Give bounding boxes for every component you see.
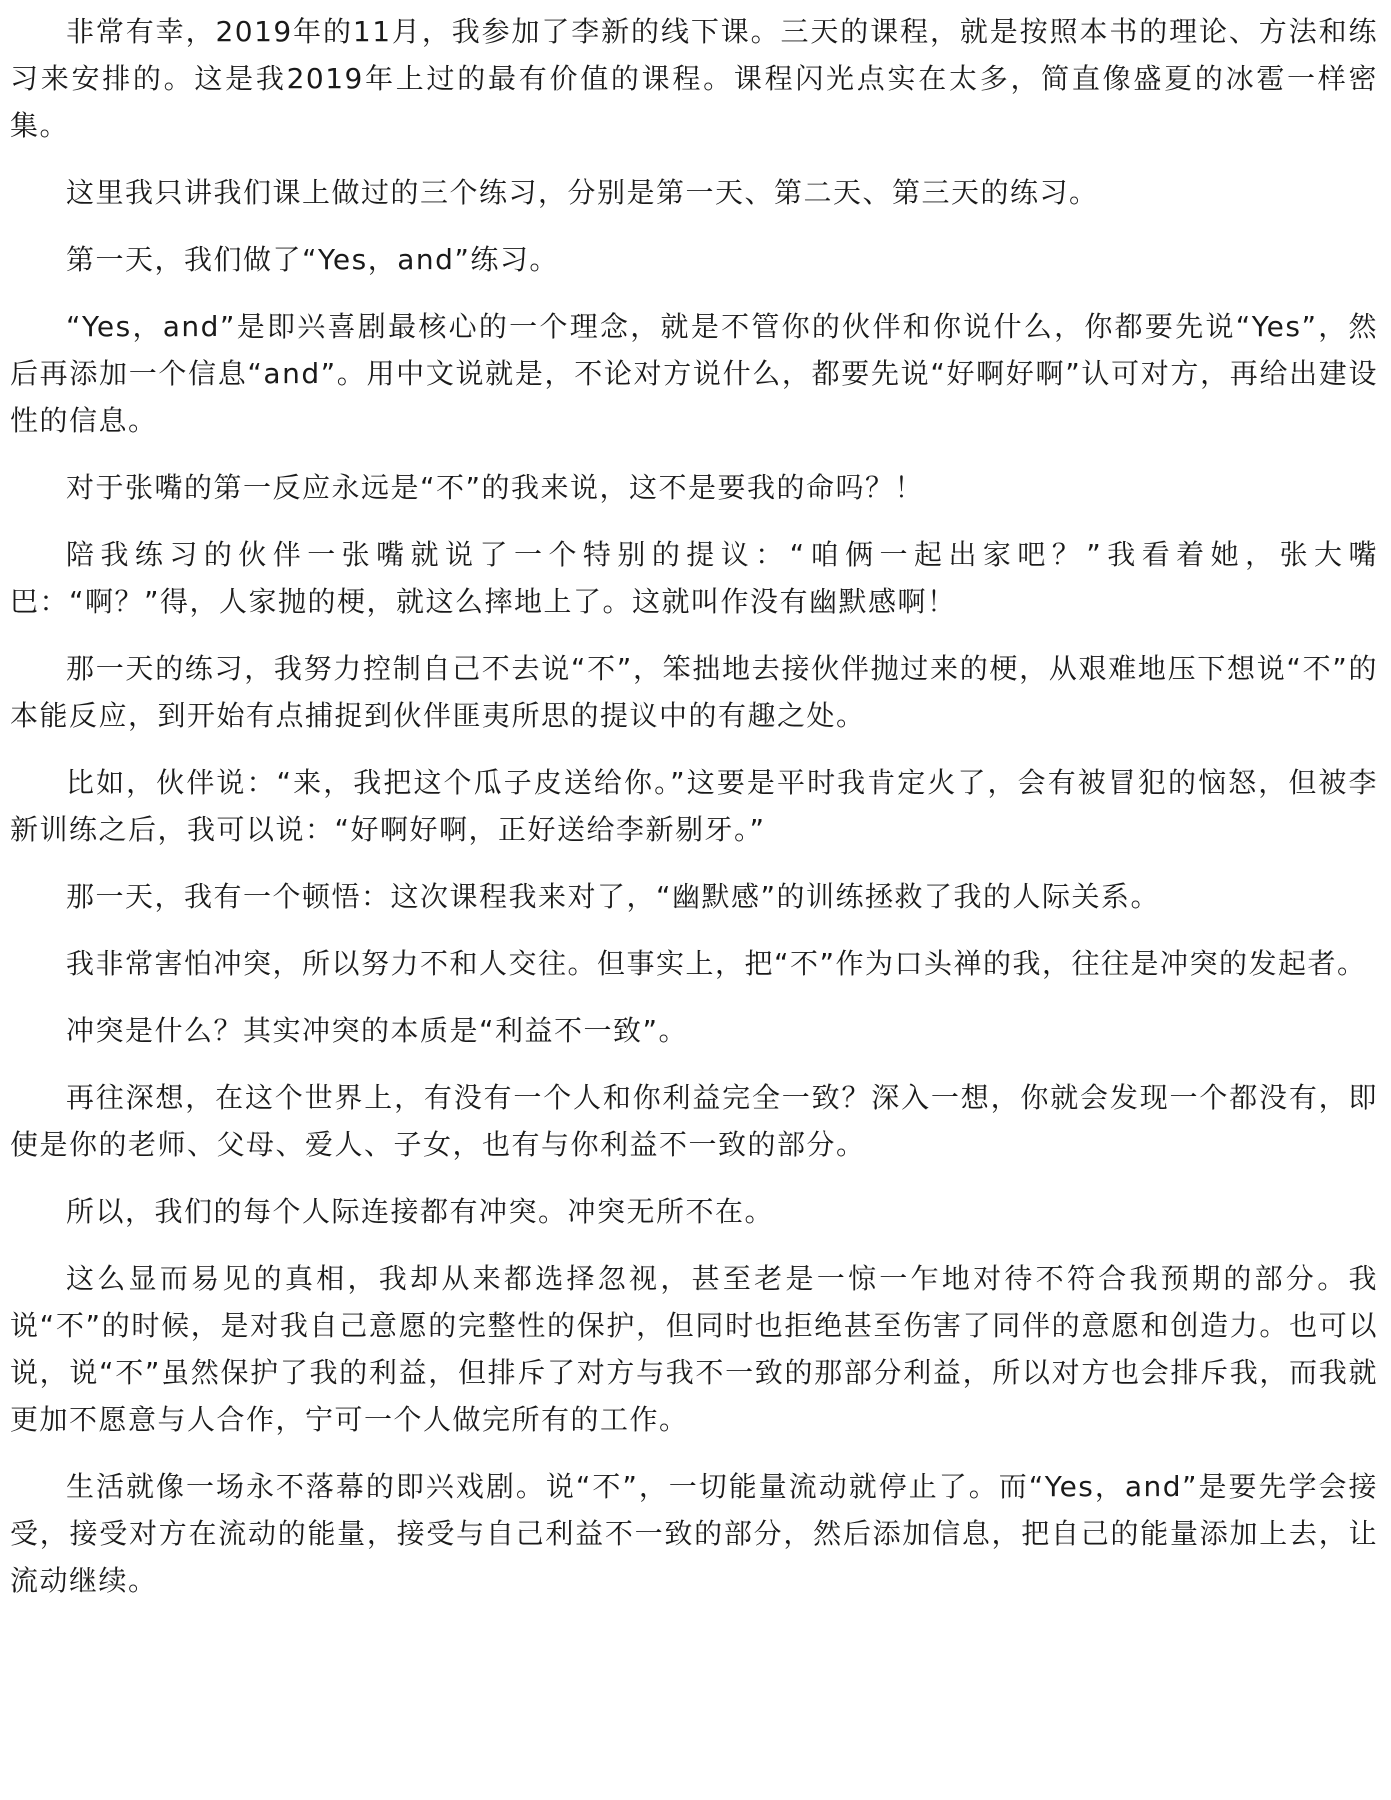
paragraph-10: 我非常害怕冲突，所以努力不和人交往。但事实上，把“不”作为口头禅的我，往往是冲突的发起者。 xyxy=(66,947,1367,980)
paragraph-12: 再往深想，在这个世界上，有没有一个人和你利益完全一致？深入一想，你就会发现一个都没有，即使是你的老师、父母、爱人、子女，也有与你利益不一致的部分。 xyxy=(10,1081,1378,1161)
paragraph-7: 那一天的练习，我努力控制自己不去说“不”，笨拙地去接伙伴抛过来的梗，从艰难地压下想说“不”的本能反应，到开始有点捕捉到伙伴匪夷所思的提议中的有趣之处。 xyxy=(10,652,1378,732)
paragraph-5: 对于张嘴的第一反应永远是“不”的我来说，这不是要我的命吗？！ xyxy=(66,471,925,504)
paragraph-8: 比如，伙伴说：“来，我把这个瓜子皮送给你。”这要是平时我肯定火了，会有被冒犯的恼怒，但被李新训练之后，我可以说：“好啊好啊，正好送给李新剔牙。” xyxy=(10,766,1378,846)
paragraph-9: 那一天，我有一个顿悟：这次课程我来对了，“幽默感”的训练拯救了我的人际关系。 xyxy=(66,880,1161,913)
paragraph-6: 陪我练习的伙伴一张嘴就说了一个特别的提议：“咱俩一起出家吧？”我看着她，张大嘴巴：“啊？”得，人家抛的梗，就这么摔地上了。这就叫作没有幽默感啊！ xyxy=(10,538,1378,618)
paragraph-2: 这里我只讲我们课上做过的三个练习，分别是第一天、第二天、第三天的练习。 xyxy=(66,176,1099,209)
paragraph-4: “Yes，and”是即兴喜剧最核心的一个理念，就是不管你的伙伴和你说什么，你都要先说“Yes”，然后再添加一个信息“and”。用中文说就是，不论对方说什么，都要先说“好啊好啊”认可对方，再给出建设性的信息。 xyxy=(10,310,1378,437)
paragraph-1: 非常有幸，2019年的11月，我参加了李新的线下课。三天的课程，就是按照本书的理论、方法和练习来安排的。这是我2019年上过的最有价值的课程。课程闪光点实在太多，简直像盛夏的冰雹一样密集。 xyxy=(10,15,1378,142)
paragraph-14: 这么显而易见的真相，我却从来都选择忽视，甚至老是一惊一乍地对待不符合我预期的部分。我说“不”的时候，是对我自己意愿的完整性的保护，但同时也拒绝甚至伤害了同伴的意愿和创造力。也可以说，说“不”虽然保护了我的利益，但排斥了对方与我不一致的那部分利益，所以对方也会排斥我，而我就更加不愿意与人合作，宁可一个人做完所有的工作。 xyxy=(10,1262,1378,1436)
document-page xyxy=(10,8,1378,1624)
paragraph-3: 第一天，我们做了“Yes，and”练习。 xyxy=(66,243,559,276)
paragraph-11: 冲突是什么？其实冲突的本质是“利益不一致”。 xyxy=(66,1014,689,1047)
paragraph-15: 生活就像一场永不落幕的即兴戏剧。说“不”，一切能量流动就停止了。而“Yes，and”是要先学会接受，接受对方在流动的能量，接受与自己利益不一致的部分，然后添加信息，把自己的能量添加上去，让流动继续。 xyxy=(10,1470,1378,1597)
paragraph-13: 所以，我们的每个人际连接都有冲突。冲突无所不在。 xyxy=(66,1195,775,1228)
